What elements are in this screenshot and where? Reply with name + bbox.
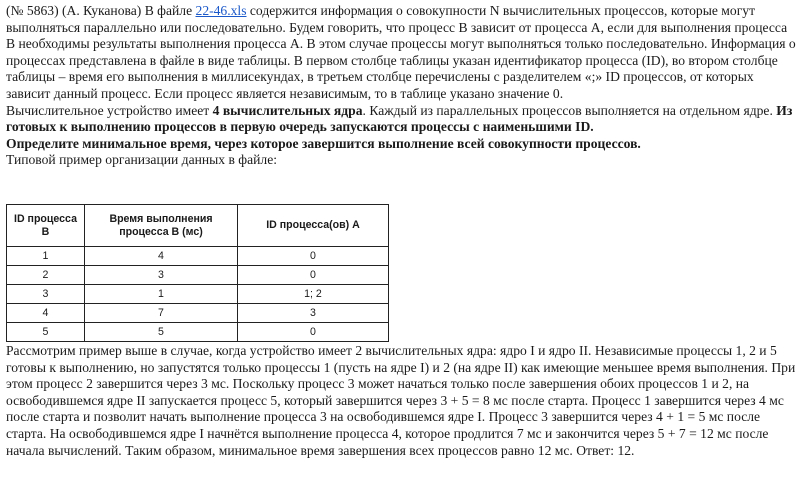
cell-id: 5 <box>7 323 85 342</box>
task-intro-text: содержится информация о совокупности N вычислительных процессов, которые могут выполняться параллельно или последовательно. Будем говорить, что процесс B зависит от процесса A, если для выполнения процесса B необходимы результаты выполнения процесса A. В этом случае процессы могут выполняться только последовательно. Информация о процессах представлена в файле в виде таблицы. В первом столбце таблицы указан идентификатор процесса (ID), во втором столбце таблицы – время его выполнения в миллисекундах, в третьем столбце перечислены с разделителем «;» ID процессов, от которых зависит данный процесс. Если процесс является независимым, то в таблице указано значение 0. <box>6 3 796 101</box>
cell-deps: 0 <box>238 266 389 285</box>
table-row <box>7 285 389 304</box>
scheduling-rule: Из готовых к выполнению процессов в первую очередь запускаются процессы с наименьшими ID. <box>6 102 793 135</box>
cell-time: 5 <box>85 323 238 342</box>
task-statement <box>6 3 796 169</box>
cell-id: 3 <box>7 285 85 304</box>
data-file-link[interactable]: 22-46.xls <box>195 3 247 18</box>
cell-time: 7 <box>85 304 238 323</box>
task-author: (А. Куканова) В файле <box>58 3 196 18</box>
cell-time: 4 <box>85 247 238 266</box>
cell-deps: 3 <box>238 304 389 323</box>
task-device <box>6 103 796 136</box>
task-number: (№ 5863) <box>6 3 59 18</box>
cell-id: 1 <box>7 247 85 266</box>
cell-id: 4 <box>7 304 85 323</box>
table-caption: Типовой пример организации данных в файле: <box>6 152 278 168</box>
table-row <box>7 304 389 323</box>
table-row <box>7 247 389 266</box>
device-text-2: . Каждый из параллельных процессов выполняется на отдельном ядре. <box>362 102 777 118</box>
table-header-row <box>7 205 389 247</box>
task-intro <box>6 3 796 103</box>
cell-deps: 0 <box>238 323 389 342</box>
explanation-text: Рассмотрим пример выше в случае, когда устройство имеет 2 вычислительных ядра: ядро I и ядро II. Независимые процессы 1, 2 и 5 готовы к выполнению, но запустятся только процессы 1 (пусть на ядре I) и 2 (на ядре II) как имеющие меньшее время выполнения. При этом процесс 2 завершится через 3 мс. Поскольку процесс 3 может начаться только после завершения обоих процессов 1 и 2, на освободившемся ядре II запускается процесс 5, который завершится через 3 + 5 = 8 мс после старта. Процесс 1 завершится через 4 мс после старта и позволит начать выполнение процесса 3 на освободившемся ядре I. Процесс 3 завершится через 4 + 1 = 5 мс после старта. На освободившемся ядре I начнётся выполнение процесса 4, которое продлится 7 мс и закончится через 5 + 7 = 12 мс после начала вычислений. Таким образом, минимальное время завершения всех процессов равно 12 мс. Ответ: 12. <box>6 343 796 458</box>
table-row <box>7 266 389 285</box>
table-row <box>7 323 389 342</box>
header-time: Время выполнения процесса B (мс) <box>85 205 238 247</box>
cell-time: 1 <box>85 285 238 304</box>
header-id: ID процесса B <box>7 205 85 247</box>
example-explanation <box>6 343 796 459</box>
device-cores: 4 вычислительных ядра <box>212 102 363 118</box>
cell-deps: 1; 2 <box>238 285 389 304</box>
cell-time: 3 <box>85 266 238 285</box>
sample-table <box>6 204 389 342</box>
cell-id: 2 <box>7 266 85 285</box>
task-question: Определите минимальное время, через которое завершится выполнение всей совокупности процессов. <box>6 135 641 151</box>
header-deps: ID процесса(ов) A <box>238 205 389 247</box>
cell-deps: 0 <box>238 247 389 266</box>
device-text: Вычислительное устройство имеет <box>6 102 213 118</box>
